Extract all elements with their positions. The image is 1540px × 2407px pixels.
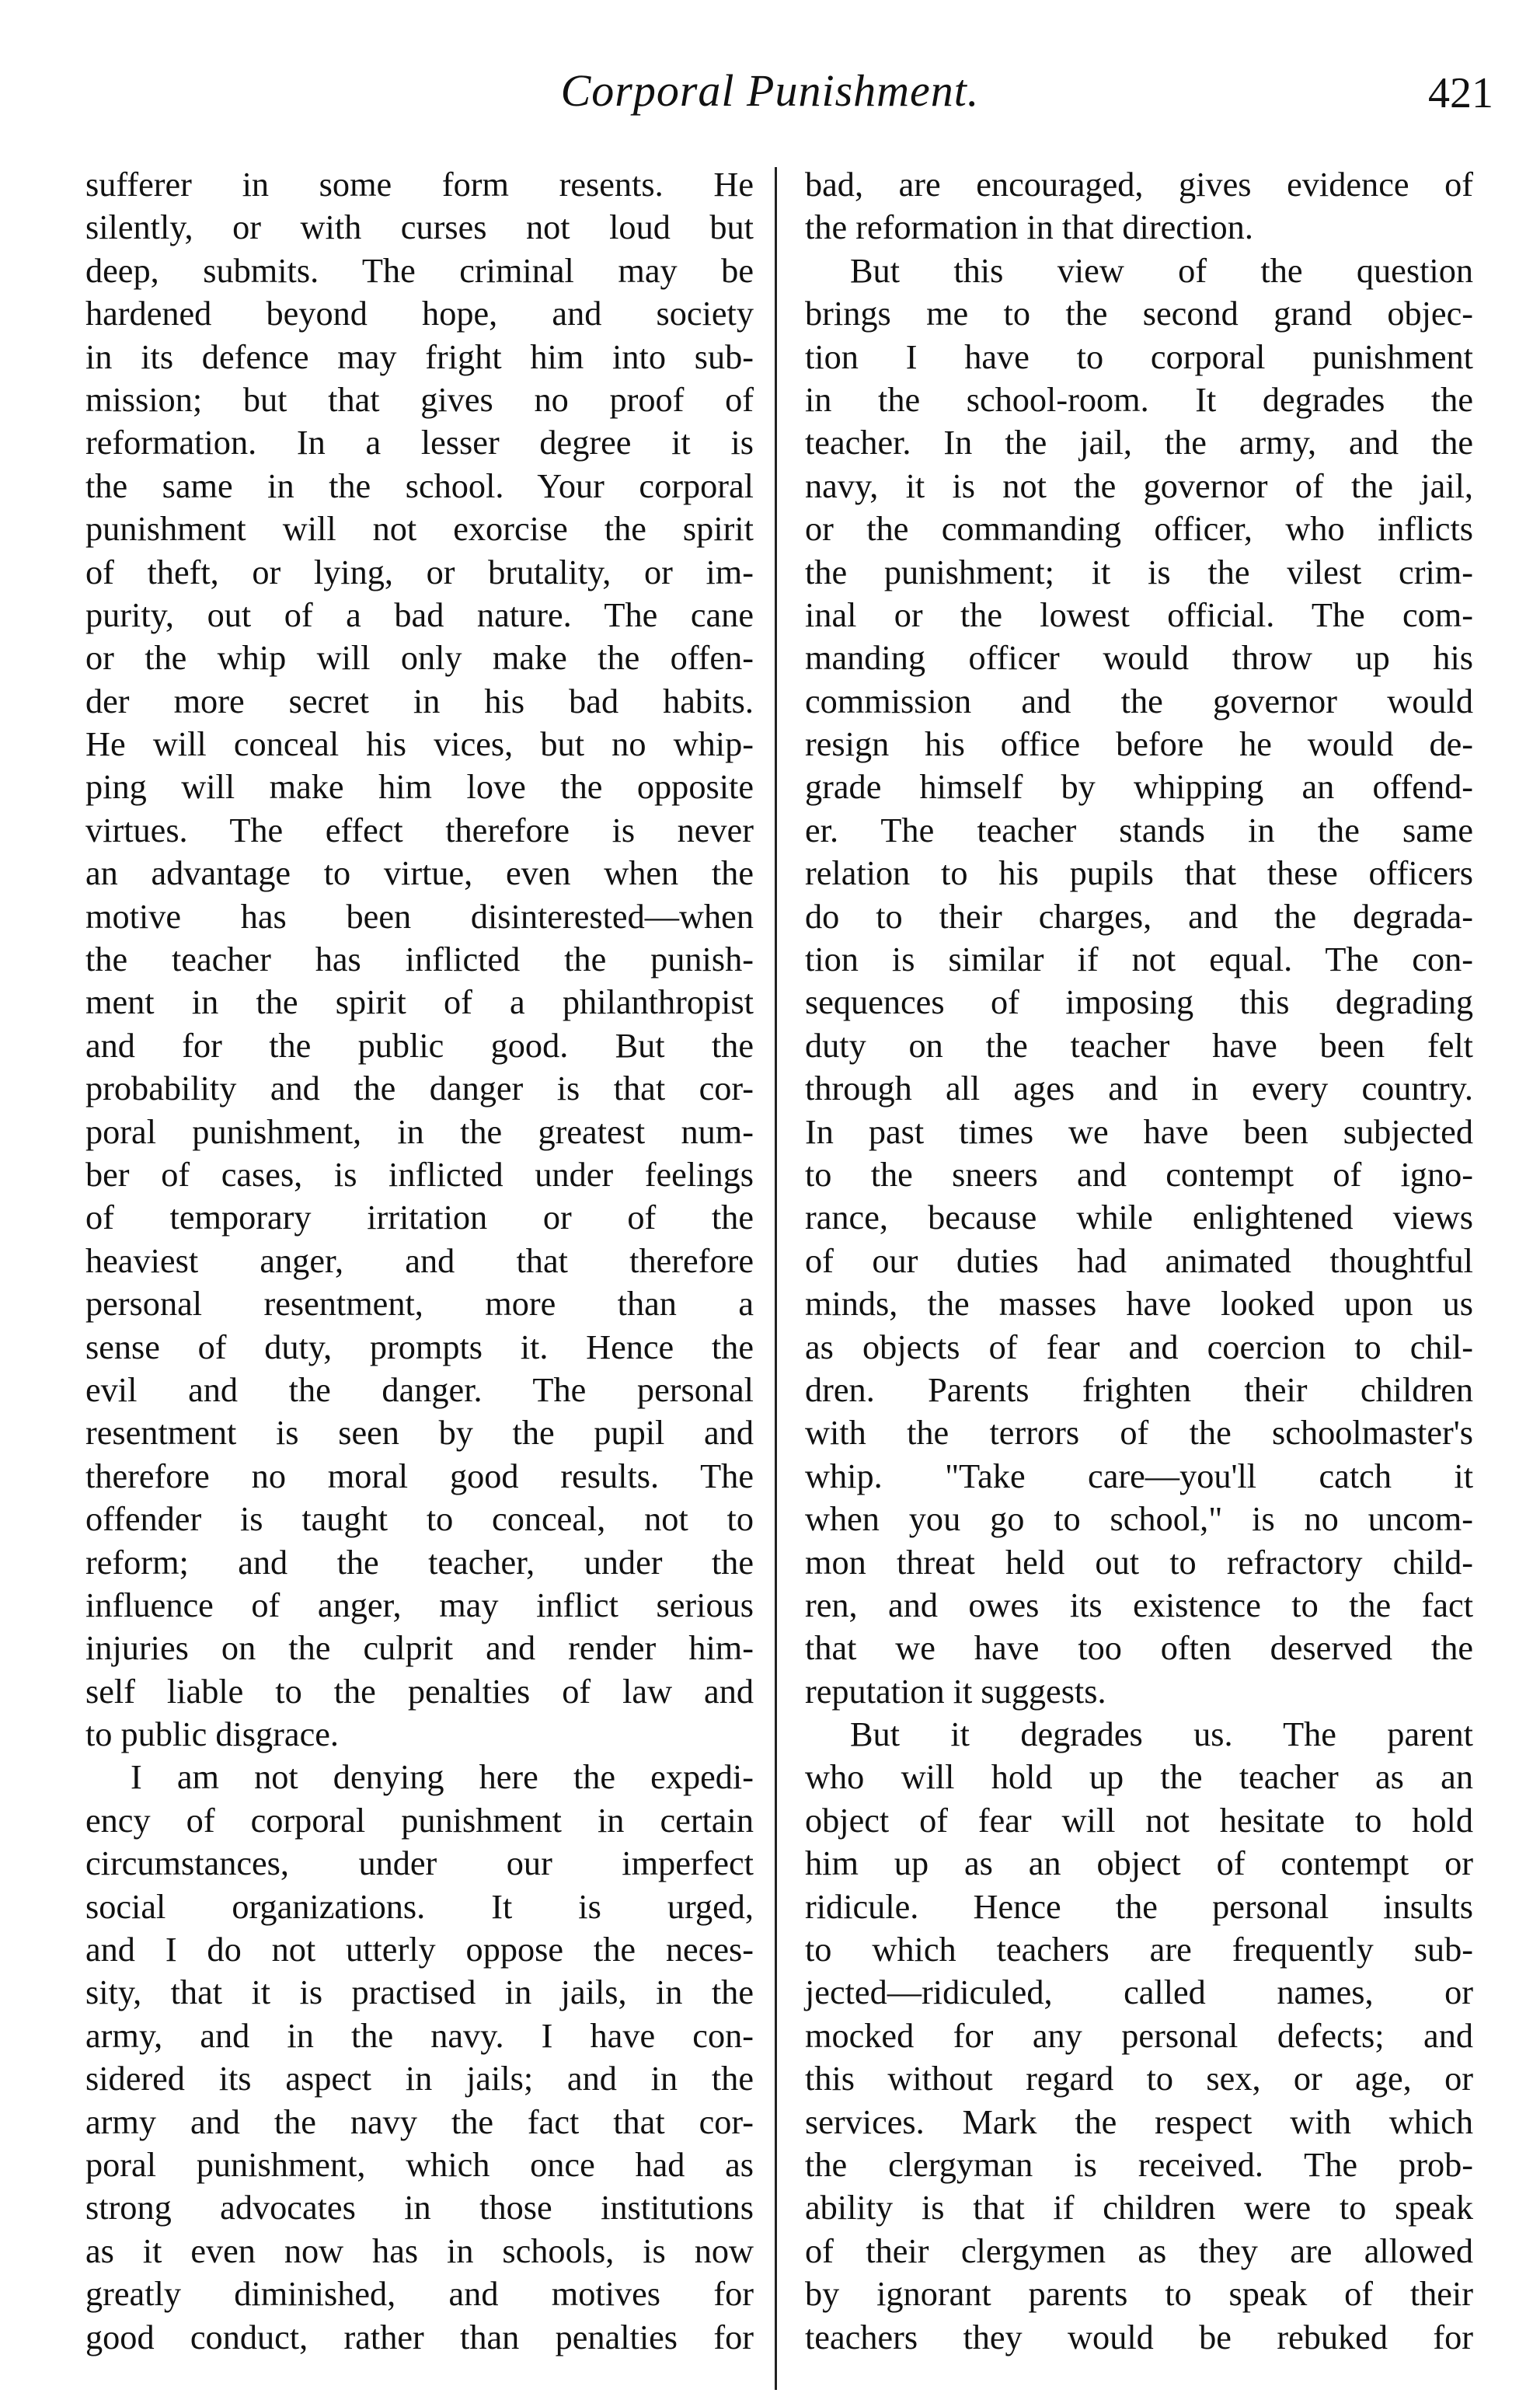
text-line: motive has been disinterested—when [85, 897, 754, 936]
text-line: and I do not utterly oppose the neces- [85, 1931, 754, 1969]
text-line: purity, out of a bad nature. The cane [85, 595, 754, 634]
text-line: relation to his pupils that these officers [805, 854, 1473, 893]
text-line: sufferer in some form resents. He [85, 166, 754, 204]
text-line: bad, are encouraged, gives evidence of [805, 166, 1473, 204]
text-line: resign his office before he would de- [805, 725, 1473, 764]
text-line: reputation it suggests. [805, 1672, 1106, 1711]
text-line: as objects of fear and coercion to chil- [805, 1327, 1473, 1366]
text-line: jected—ridiculed, called names, or [805, 1973, 1473, 2012]
text-line: der more secret in his bad habits. [85, 682, 754, 720]
text-line: ridicule. Hence the personal insults [805, 1887, 1473, 1926]
text-line: the punishment; it is the vilest crim- [805, 553, 1473, 591]
text-line: personal resentment, more than a [85, 1285, 754, 1324]
text-line: or the whip will only make the offen- [85, 639, 754, 678]
text-line: dren. Parents frighten their children [805, 1370, 1473, 1409]
text-line: probability and the danger is that cor- [85, 1069, 754, 1108]
text-line: greatly diminished, and motives for [85, 2275, 754, 2314]
text-line: duty on the teacher have been felt [805, 1026, 1473, 1065]
text-line: virtues. The effect therefore is never [85, 811, 754, 849]
text-line: as it even now has in schools, is now [85, 2231, 754, 2270]
text-line: teachers they would be rebuked for [805, 2318, 1473, 2356]
text-line: to public disgrace. [85, 1715, 339, 1754]
text-line: teacher. In the jail, the army, and the [805, 424, 1473, 462]
text-line: grade himself by whipping an offend- [805, 768, 1473, 807]
text-line: sity, that it is practised in jails, in the [85, 1973, 754, 2012]
text-line: But this view of the question [850, 251, 1473, 290]
text-line: reformation. In a lesser degree it is [85, 424, 754, 462]
text-line: rance, because while enlightened views [805, 1198, 1473, 1237]
text-line: to the sneers and contempt of igno- [805, 1155, 1473, 1194]
text-line: of temporary irritation or of the [85, 1198, 754, 1237]
text-line: hardened beyond hope, and society [85, 295, 754, 333]
text-line: army, and in the navy. I have con- [85, 2016, 754, 2055]
text-line: In past times we have been subjected [805, 1112, 1473, 1151]
text-line: poral punishment, which once had as [85, 2145, 754, 2184]
text-line: the clergyman is received. The prob- [805, 2145, 1473, 2184]
text-line: navy, it is not the governor of the jail, [805, 466, 1473, 505]
text-line: tion is similar if not equal. The con- [805, 940, 1473, 979]
text-line: punishment will not exorcise the spirit [85, 510, 754, 549]
text-line: ency of corporal punishment in certain [85, 1801, 754, 1840]
text-line: in its defence may fright him into sub- [85, 337, 754, 376]
text-line: sequences of imposing this degrading [805, 983, 1473, 1022]
text-line: him up as an object of contempt or [805, 1844, 1473, 1883]
text-line: manding officer would throw up his [805, 639, 1473, 678]
text-line: through all ages and in every country. [805, 1069, 1473, 1108]
text-line: mon threat held out to refractory child- [805, 1543, 1473, 1582]
text-line: of theft, or lying, or brutality, or im- [85, 553, 754, 591]
text-line: the reformation in that direction. [805, 208, 1253, 247]
text-line: the teacher has inflicted the punish- [85, 940, 754, 979]
text-line: influence of anger, may inflict serious [85, 1585, 754, 1624]
text-line: with the terrors of the schoolmaster's [805, 1414, 1473, 1453]
right-text-column [805, 163, 1473, 2359]
text-line: of our duties had animated thoughtful [805, 1241, 1473, 1280]
text-line: circumstances, under our imperfect [85, 1844, 754, 1883]
page-number: 421 [1428, 69, 1493, 117]
text-line: object of fear will not hesitate to hold [805, 1801, 1473, 1840]
text-line: ping will make him love the opposite [85, 768, 754, 807]
left-text-column [85, 163, 754, 2359]
text-line: army and the navy the fact that cor- [85, 2102, 754, 2141]
text-line: minds, the masses have looked upon us [805, 1285, 1473, 1324]
text-line: that we have too often deserved the [805, 1629, 1473, 1668]
text-line: ability is that if children were to speak [805, 2189, 1473, 2227]
text-line: He will conceal his vices, but no whip- [85, 725, 754, 764]
text-line: therefore no moral good results. The [85, 1456, 754, 1495]
text-line: tion I have to corporal punishment [805, 337, 1473, 376]
text-line: and for the public good. But the [85, 1026, 754, 1065]
text-line: injuries on the culprit and render him- [85, 1629, 754, 1668]
text-line: reform; and the teacher, under the [85, 1543, 754, 1582]
text-line: social organizations. It is urged, [85, 1887, 754, 1926]
text-line: ber of cases, is inflicted under feelings [85, 1155, 754, 1194]
text-line: deep, submits. The criminal may be [85, 251, 754, 290]
text-line: evil and the danger. The personal [85, 1370, 754, 1409]
text-line: services. Mark the respect with which [805, 2102, 1473, 2141]
text-line: or the commanding officer, who inflicts [805, 510, 1473, 549]
text-line: good conduct, rather than penalties for [85, 2318, 754, 2356]
text-line: mission; but that gives no proof of [85, 380, 754, 419]
text-line: resentment is seen by the pupil and [85, 1414, 754, 1453]
text-line: I am not denying here the expedi- [131, 1758, 754, 1797]
column-divider-rule [775, 167, 777, 2390]
text-line: this without regard to sex, or age, or [805, 2060, 1473, 2098]
text-line: mocked for any personal defects; and [805, 2016, 1473, 2055]
text-line: er. The teacher stands in the same [805, 811, 1473, 849]
text-line: the same in the school. Your corporal [85, 466, 754, 505]
text-line: sidered its aspect in jails; and in the [85, 2060, 754, 2098]
text-line: in the school-room. It degrades the [805, 380, 1473, 419]
text-line: ment in the spirit of a philanthropist [85, 983, 754, 1022]
text-line: to which teachers are frequently sub- [805, 1931, 1473, 1969]
text-line: do to their charges, and the degrada- [805, 897, 1473, 936]
text-line: brings me to the second grand objec- [805, 295, 1473, 333]
text-line: poral punishment, in the greatest num- [85, 1112, 754, 1151]
text-line: heaviest anger, and that therefore [85, 1241, 754, 1280]
text-line: commission and the governor would [805, 682, 1473, 720]
text-line: strong advocates in those institutions [85, 2189, 754, 2227]
text-line: whip. "Take care—you'll catch it [805, 1456, 1473, 1495]
text-line: ren, and owes its existence to the fact [805, 1585, 1473, 1624]
text-line: silently, or with curses not loud but [85, 208, 754, 247]
text-line: who will hold up the teacher as an [805, 1758, 1473, 1797]
text-line: inal or the lowest official. The com- [805, 595, 1473, 634]
text-line: sense of duty, prompts it. Hence the [85, 1327, 754, 1366]
text-line: But it degrades us. The parent [850, 1715, 1473, 1754]
text-line: by ignorant parents to speak of their [805, 2275, 1473, 2314]
text-line: of their clergymen as they are allowed [805, 2231, 1473, 2270]
text-line: when you go to school," is no uncom- [805, 1500, 1473, 1539]
running-header-title: Corporal Punishment. [560, 65, 980, 116]
text-line: an advantage to virtue, even when the [85, 854, 754, 893]
text-line: self liable to the penalties of law and [85, 1672, 754, 1711]
text-line: offender is taught to conceal, not to [85, 1500, 754, 1539]
